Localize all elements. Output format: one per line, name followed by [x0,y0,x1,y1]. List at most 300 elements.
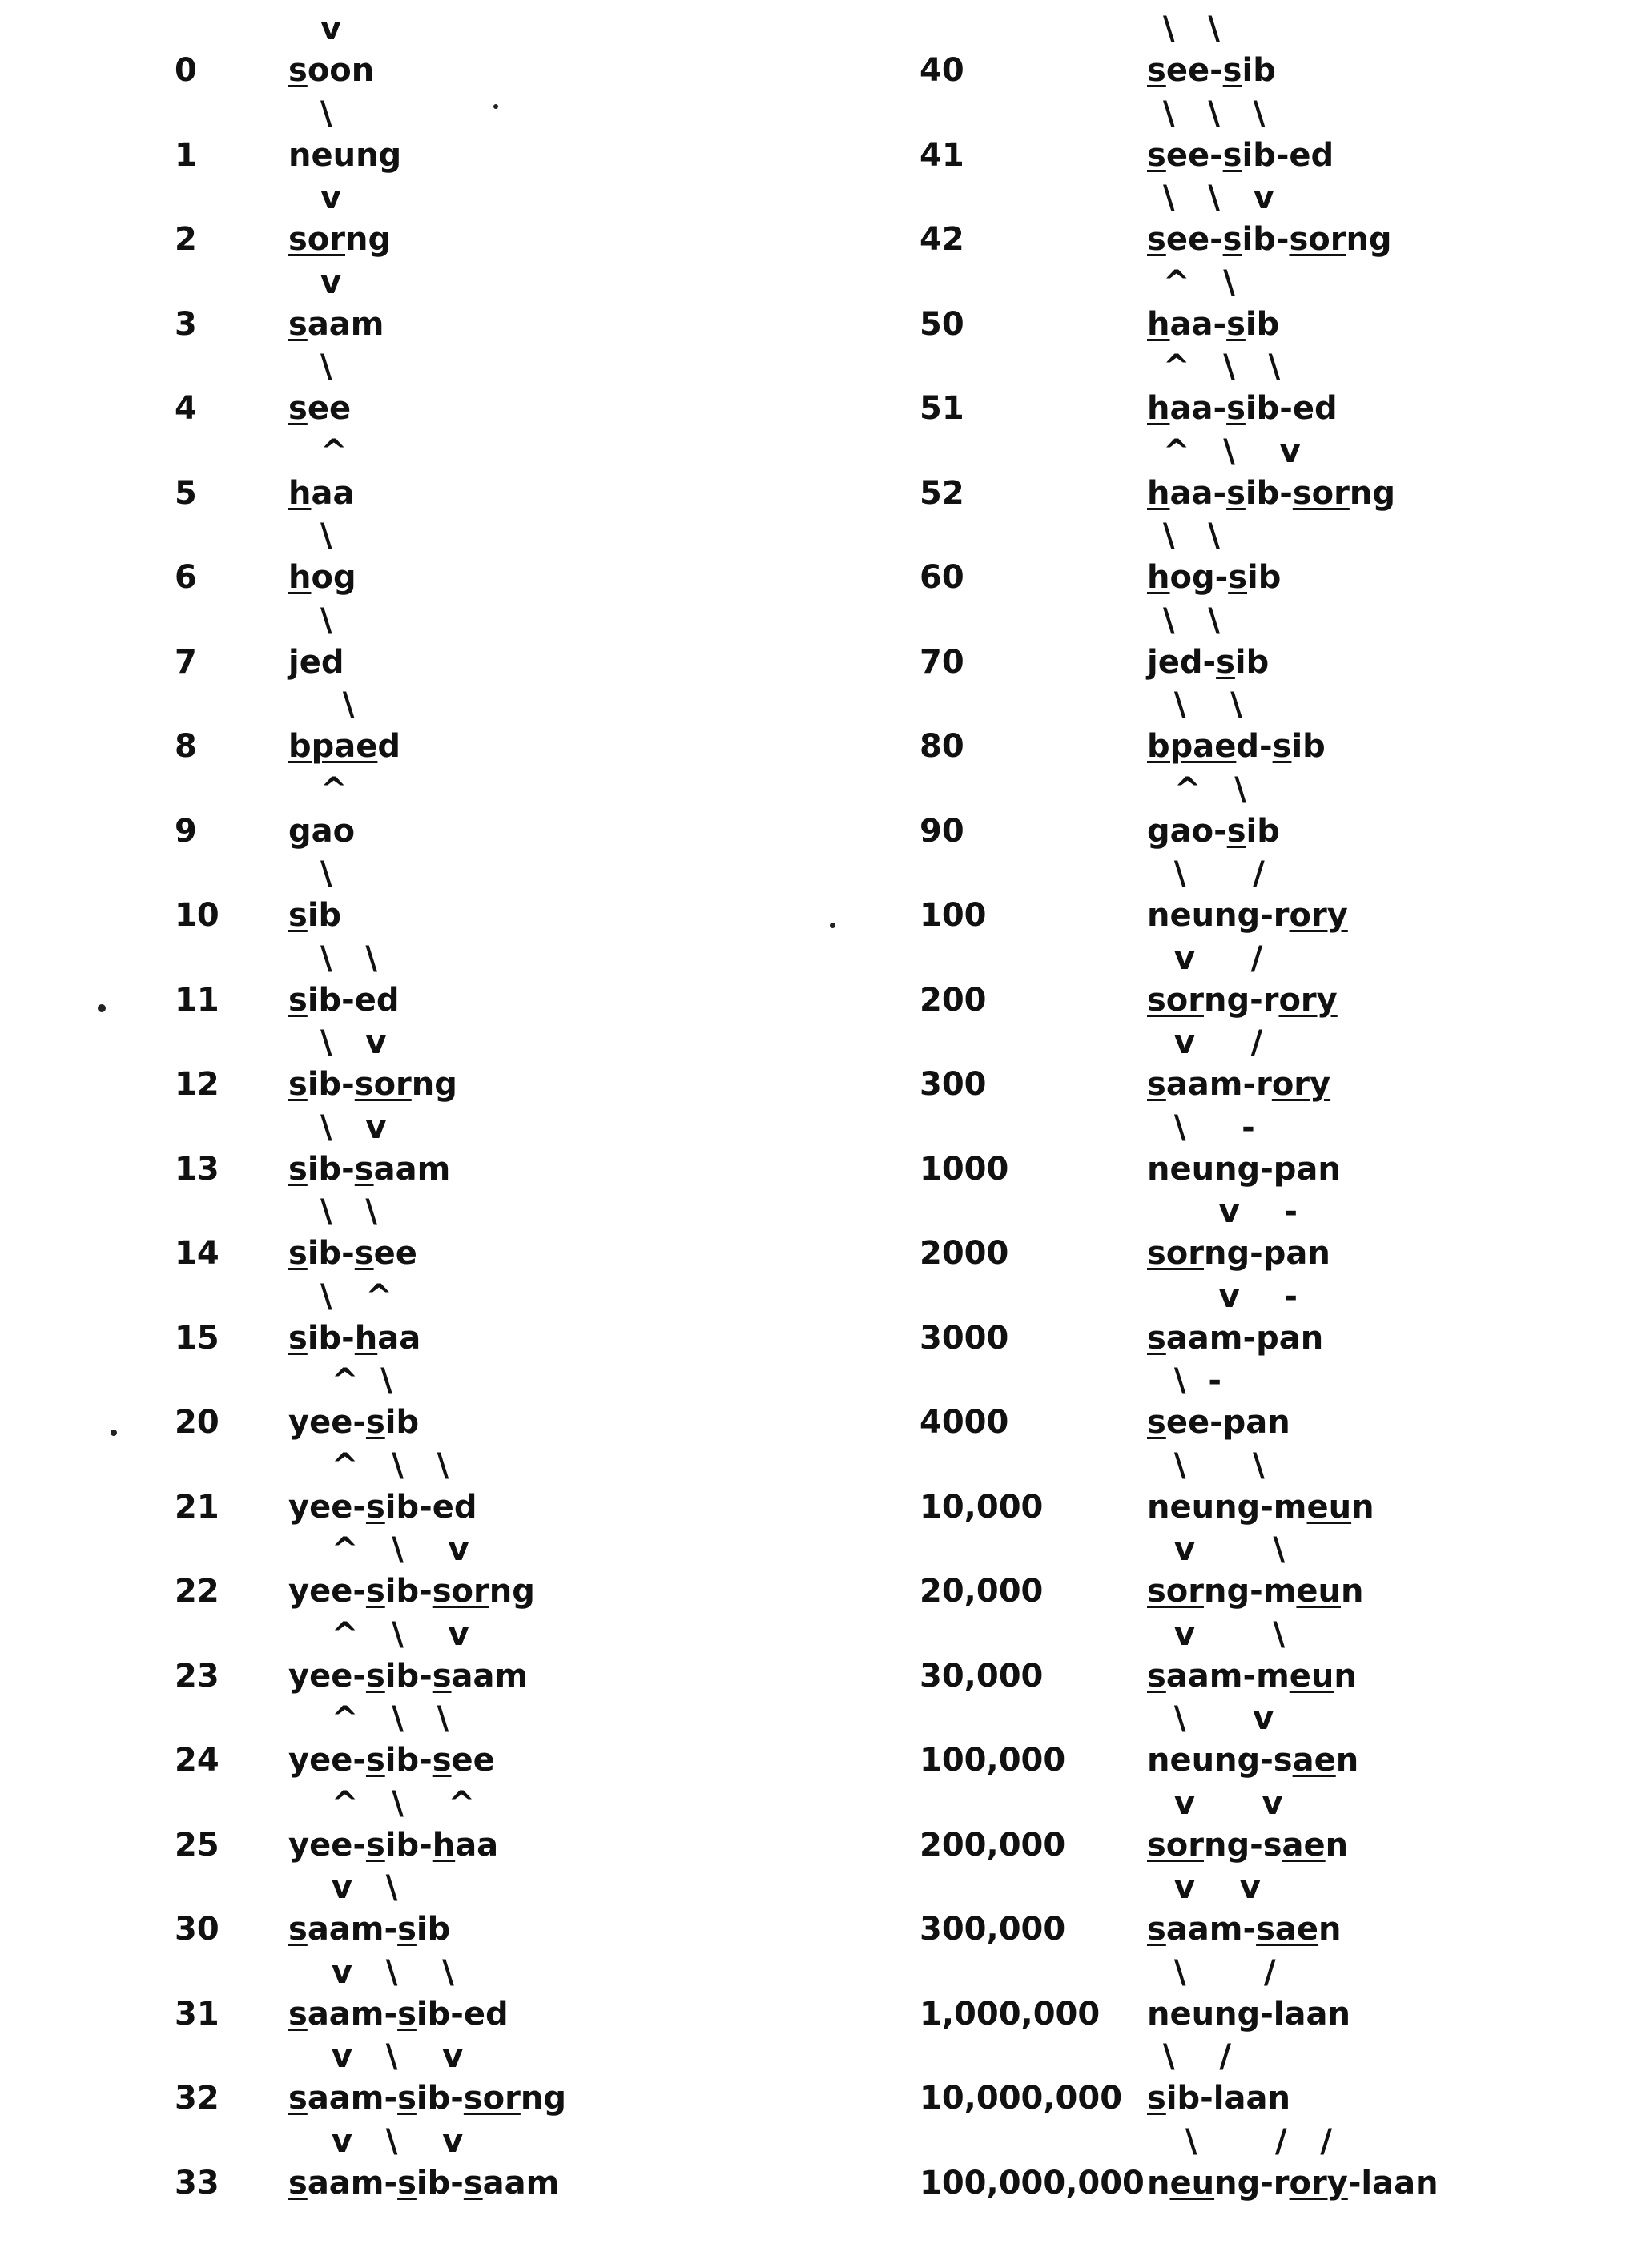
underlined-segment: eu [1289,1657,1334,1695]
underlined-segment: s [432,1742,452,1779]
numeral: 2000 [920,1235,1009,1272]
word-segment: ng-r [1214,2164,1290,2202]
numeral: 10 [175,897,219,934]
number-entry [0,1023,1331,1108]
underlined-segment: h [354,1319,378,1357]
numeral: 12 [175,1066,219,1103]
word-segment: aa [455,1826,499,1864]
underlined-segment: s [288,897,308,934]
numeral: 22 [175,1573,219,1610]
tone-marks: \ [320,855,332,892]
underlined-segment: s [432,1657,452,1695]
thai-word [1147,305,1279,344]
number-entry [0,1277,1324,1362]
word-segment: neung-pan [1147,1150,1341,1188]
numeral: 1000 [920,1150,1009,1188]
underlined-segment: s [1228,559,1248,596]
number-entry [0,432,1395,517]
underlined-segment: s [365,1573,385,1610]
word-segment: aam- [307,1995,398,2033]
tone-marks: v \ \ [320,1953,454,1991]
tone-marks: v [320,179,342,216]
underlined-segment: s [1147,136,1166,174]
number-entry [0,2037,1290,2122]
word-segment: neung-m [1147,1488,1307,1526]
thai-word [1147,389,1338,428]
word-segment: ib [1242,52,1276,89]
thai-word [1147,1910,1342,1948]
word-segment: d [377,728,401,765]
word-segment: ee- [1165,136,1223,174]
word-segment: neung-s [1147,1742,1293,1779]
tone-marks: \ \ v [1163,179,1274,216]
speck [493,104,498,109]
tone-marks: v [320,10,342,47]
word-segment: ee- [1165,52,1223,89]
underlined-segment: s [288,2164,308,2202]
underlined-segment: sor [432,1573,489,1610]
word-segment: ib-ed [1242,136,1334,174]
underlined-segment: s [1226,474,1246,512]
thai-word [1147,727,1326,766]
numeral: 100,000 [920,1742,1066,1779]
underlined-segment: s [365,1826,385,1864]
word-segment: neung-r [1147,897,1290,934]
underlined-segment: sor [1289,221,1346,258]
word-segment: aam [451,1657,529,1695]
numeral: 30,000 [920,1657,1044,1695]
tone-marks: ^ \ v [320,1531,469,1568]
underlined-segment: eu [1296,1573,1342,1610]
word-segment: aam [373,1150,451,1188]
word-segment: aam- [307,2164,398,2202]
word-segment: ng [411,1066,457,1103]
underlined-segment: ae [1292,1742,1336,1779]
thai-word [1147,1572,1364,1611]
underlined-segment: sor [288,221,346,258]
tone-marks: ^ \ \ [320,1446,449,1484]
word-segment: ib-laan [1165,2080,1290,2117]
numeral: 52 [920,474,964,512]
numeral: 90 [920,812,964,850]
word-segment: yee- [288,1742,366,1779]
underlined-segment: s [397,1911,417,1948]
thai-word [1147,474,1395,513]
numeral: 25 [175,1826,219,1864]
tone-marks: \ \ [1163,601,1220,639]
word-segment: aa- [1169,305,1227,343]
tone-marks: \ [320,348,332,385]
underlined-segment: s [1147,52,1166,89]
numeral: 7 [175,643,197,681]
thai-word [1147,136,1334,175]
word-segment: aam [307,305,384,343]
tone-marks: \ \ [1163,686,1242,723]
numeral: 2 [175,221,197,258]
underlined-segment: eu [1169,2164,1215,2202]
word-segment: ib- [384,1657,433,1695]
numeral: 41 [920,136,964,174]
tone-marks: v \ v [320,2038,464,2075]
word-segment: n [1318,1911,1342,1948]
thai-word [1147,1995,1350,2033]
underlined-segment: s [288,52,308,89]
number-entry [0,263,1280,348]
word-segment: ib- [307,1150,355,1188]
word-segment: ib-ed [416,1995,509,2033]
underlined-segment: s [288,1319,308,1357]
word-segment: ng-r [1204,981,1279,1019]
numeral: 30 [175,1911,219,1948]
numeral: 13 [175,1150,219,1188]
underlined-segment: s [288,1995,308,2033]
underlined-segment: s [1216,643,1235,681]
thai-word [1147,220,1392,259]
tone-marks: \ \ \ [1163,94,1266,132]
word-segment: ib [384,1404,420,1441]
tone-marks: v v [1163,1784,1283,1822]
thai-word [1147,2164,1439,2202]
underlined-segment: s [288,1150,308,1188]
underlined-segment: bpae [288,728,378,765]
tone-marks: \ / [1163,1953,1276,1991]
numeral: 300,000 [920,1911,1066,1948]
tone-marks: \ v [320,1108,387,1146]
word-segment: ng [1346,221,1392,258]
numeral: 300 [920,1066,987,1103]
numeral: 33 [175,2164,219,2202]
numeral: 21 [175,1488,219,1526]
underlined-segment: s [397,2164,417,2202]
underlined-segment: ae [1282,1826,1326,1864]
thai-word [1147,1488,1374,1526]
underlined-segment: s [1226,390,1246,427]
numeral: 10,000,000 [920,2080,1123,2117]
tone-marks: \ ^ [320,1277,392,1315]
underlined-segment: s [1226,812,1246,850]
word-segment: aam- [307,1911,398,1948]
underlined-segment: ory [1278,981,1338,1019]
underlined-segment: s [1147,1404,1166,1441]
word-segment: jed- [1147,643,1217,681]
underlined-segment: h [1147,474,1170,512]
numeral: 15 [175,1319,219,1357]
word-segment: n [1351,1488,1374,1526]
underlined-segment: sae [1256,1911,1319,1948]
underlined-segment: s [288,305,308,343]
tone-marks: ^ \ ^ [320,1784,476,1822]
numeral: 200 [920,981,987,1019]
word-segment: yee- [288,1657,366,1695]
tone-marks: \ \ [1163,1446,1265,1484]
numeral: 200,000 [920,1826,1066,1864]
thai-word [1147,558,1281,597]
thai-word [1147,1065,1330,1104]
numeral: 60 [920,559,964,596]
tone-marks: ^ \ \ [1163,348,1281,385]
word-segment: ee [451,1742,495,1779]
numeral: 100 [920,897,987,934]
word-segment: aam-r [1165,1066,1272,1103]
word-segment: ib [416,1911,451,1948]
word-segment: ib- [307,1319,355,1357]
tone-marks: \ / [1163,2038,1231,2075]
underlined-segment: s [397,1995,417,2033]
numeral: 1 [175,136,197,174]
word-segment: n [1334,1657,1357,1695]
word-segment: aa- [1169,474,1227,512]
numeral: 51 [920,390,964,427]
word-segment: neung [288,136,402,174]
underlined-segment: s [1147,221,1166,258]
word-segment: ib [1247,559,1282,596]
underlined-segment: s [288,981,308,1019]
word-segment: n [1147,2164,1170,2202]
speck [98,1004,106,1012]
tone-marks: v \ [1163,1615,1286,1653]
thai-word [1147,2079,1290,2117]
number-entry [0,770,1280,855]
word-segment: n [1341,1573,1364,1610]
tone-marks: ^ \ \ [320,1700,449,1737]
thai-word [1147,812,1280,850]
thai-word [1147,981,1338,1019]
tone-marks: \ [320,517,332,554]
word-segment: ng [520,2080,566,2117]
underlined-segment: sor [463,2080,521,2117]
word-segment: ib-ed [1245,390,1338,427]
word-segment: ng [345,221,392,258]
word-segment: aa [311,474,355,512]
thai-word [1147,1826,1348,1864]
numeral: 42 [920,221,964,258]
underlined-segment: s [288,390,308,427]
word-segment: -laan [1347,2164,1439,2202]
underlined-segment: s [288,1235,308,1272]
tone-marks: v \ [1163,1531,1286,1568]
tone-marks: \ [320,601,332,639]
numeral: 9 [175,812,197,850]
underlined-segment: h [288,474,312,512]
numeral: 0 [175,52,197,89]
word-segment: yee- [288,1826,366,1864]
tone-marks: \ v [1163,1700,1274,1737]
word-segment: aam [482,2164,560,2202]
underlined-segment: s [288,1911,308,1948]
underlined-segment: s [1147,2080,1166,2117]
word-segment: ib- [1242,221,1290,258]
tone-marks: v - [1163,1193,1298,1230]
number-entry [0,94,1334,179]
underlined-segment: sor [1147,1573,1205,1610]
tone-marks: ^ \ [320,1362,392,1399]
underlined-segment: h [288,559,312,596]
number-entry [0,10,1276,94]
underlined-segment: s [1147,1911,1166,1948]
number-entry [0,1108,1341,1193]
numeral: 3000 [920,1319,1009,1357]
underlined-segment: bpae [1147,728,1237,765]
numeral: 1,000,000 [920,1995,1101,2033]
tone-marks: v v [1163,1869,1261,1906]
tone-marks: \ v [320,1024,387,1061]
underlined-segment: h [432,1826,456,1864]
numeral: 24 [175,1742,219,1779]
tone-marks: \ [320,686,355,723]
word-segment: ib- [384,1742,433,1779]
word-segment: ib [1234,643,1270,681]
word-segment: oon [307,52,375,89]
word-segment: yee- [288,1573,366,1610]
underlined-segment: sor [1147,1235,1205,1272]
word-segment: gao- [1147,812,1227,850]
number-entry [0,1530,1364,1615]
numeral: 20,000 [920,1573,1044,1610]
word-segment: aam- [1165,1911,1257,1948]
numeral: 3 [175,305,197,343]
word-segment: n [1335,1742,1359,1779]
word-segment: ib [1245,305,1280,343]
underlined-segment: h [1147,390,1170,427]
word-segment: ib- [307,1235,355,1272]
number-entry [0,1868,1342,1953]
underlined-segment: s [354,1235,374,1272]
numeral: 40 [920,52,964,89]
thai-word [1147,896,1348,935]
tone-marks: ^ \ [1163,263,1235,301]
word-segment: ee [373,1235,417,1272]
underlined-segment: sor [1292,474,1350,512]
number-entry [0,1446,1374,1531]
word-segment: ib- [416,2164,464,2202]
tone-marks: \ - [1163,1108,1255,1146]
number-entry [0,1699,1359,1784]
number-entry [0,517,1282,601]
word-segment: aam-pan [1165,1319,1324,1357]
number-entry [0,348,1338,432]
thai-word [1147,643,1269,682]
word-segment: d- [1236,728,1273,765]
word-segment: aa [377,1319,421,1357]
tone-marks: \ [320,94,332,132]
thai-word [1147,1657,1357,1695]
thai-word [1147,1741,1358,1779]
underlined-segment: s [288,2080,308,2117]
number-entry [0,1192,1330,1277]
word-segment: ib-ed [307,981,400,1019]
underlined-segment: s [365,1657,385,1695]
numeral: 70 [920,643,964,681]
numeral: 32 [175,2080,219,2117]
underlined-segment: s [1222,221,1242,258]
number-entry [0,939,1338,1024]
word-segment: ib [307,897,342,934]
underlined-segment: h [1147,305,1170,343]
word-segment: ee- [1165,221,1223,258]
number-entry [0,1953,1350,2038]
word-segment: ib- [416,2080,464,2117]
number-entry [0,855,1348,939]
word-segment: ee-pan [1165,1404,1290,1441]
word-segment: aam-m [1165,1657,1290,1695]
underlined-segment: s [1147,1319,1166,1357]
word-segment: ng-s [1204,1826,1282,1864]
numeral: 10,000 [920,1488,1044,1526]
tone-marks: \ / / [1163,2122,1332,2160]
word-segment: n [1325,1826,1349,1864]
underlined-segment: s [397,2080,417,2117]
underlined-segment: ory [1271,1066,1331,1103]
underlined-segment: ory [1289,2164,1348,2202]
tone-marks: \ \ [1163,517,1220,554]
speck [830,923,835,928]
thai-word [1147,51,1276,90]
tone-marks: v / [1163,939,1263,977]
word-segment: yee- [288,1404,366,1441]
tone-marks: \ \ [320,1193,377,1230]
number-entry [0,1784,1349,1869]
tone-marks: ^ [320,770,348,808]
word-segment: ib- [384,1826,433,1864]
tone-marks: ^ \ v [1163,432,1301,470]
underlined-segment: h [1147,559,1170,596]
tone-marks: \ \ [320,939,377,977]
tone-marks: ^ \ v [320,1615,469,1653]
tone-marks: ^ \ [1163,770,1246,808]
thai-word [1147,1319,1323,1357]
underlined-segment: eu [1306,1488,1352,1526]
numeral: 50 [920,305,964,343]
underlined-segment: sor [354,1066,412,1103]
word-segment: og- [1169,559,1229,596]
underlined-segment: s [1222,52,1242,89]
tone-marks: \ / [1163,855,1265,892]
underlined-segment: s [288,1066,308,1103]
thai-word [1147,1234,1330,1273]
numeral: 14 [175,1235,219,1272]
underlined-segment: s [463,2164,483,2202]
underlined-segment: s [365,1742,385,1779]
number-entry [0,2122,1439,2207]
word-segment: ib- [307,1066,355,1103]
word-segment: ib- [1245,474,1293,512]
word-segment: ee [307,390,352,427]
numeral: 4 [175,390,197,427]
number-entry [0,1361,1290,1446]
tone-marks: ^ [320,432,348,470]
number-entry [0,1615,1357,1700]
word-segment: jed [288,643,344,681]
numeral: 100,000,000 [920,2164,1145,2202]
numeral: 31 [175,1995,219,2033]
number-entry [0,686,1326,770]
numeral: 23 [175,1657,219,1695]
word-segment: yee- [288,1488,366,1526]
word-segment: aa- [1169,390,1227,427]
numeral: 20 [175,1404,219,1441]
thai-word [1147,1150,1341,1188]
tone-marks: v \ [320,1869,398,1906]
numeral: 4000 [920,1404,1009,1441]
word-segment: ng-m [1204,1573,1297,1610]
speck [111,1430,117,1436]
word-segment: ib [1246,812,1280,850]
word-segment: ib-ed [384,1488,477,1526]
tone-marks: v / [1163,1024,1263,1061]
tone-marks: \ \ [1163,10,1220,47]
word-segment: ib- [384,1573,433,1610]
numeral: 5 [175,474,197,512]
